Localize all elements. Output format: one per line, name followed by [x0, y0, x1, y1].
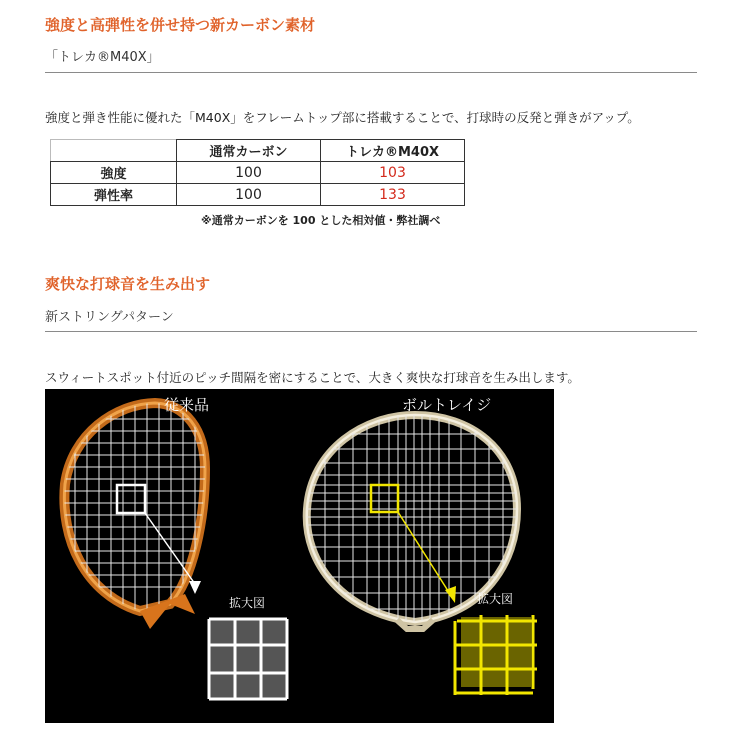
table-row [51, 162, 465, 184]
zoom-label-right: 拡大図 [477, 592, 514, 606]
conventional-label: 従来品 [164, 396, 210, 414]
table-row [51, 184, 465, 206]
spec-table [50, 139, 465, 206]
spec-table-header [51, 140, 465, 162]
elasticity-m40x-value: 133 [321, 184, 465, 206]
spec-table-corner [51, 140, 177, 162]
voltrage-label: ボルトレイジ [402, 396, 492, 414]
section2-description: スウィートスポット付近のピッチ間隔を密にすることで、大きく爽快な打球音を生み出します。 [45, 370, 580, 385]
section2-heading: 爽快な打球音を生み出す [45, 275, 211, 293]
section1-subtitle: 「トレカ®M40X」 [45, 50, 160, 65]
spec-col-m40x: トレカ®M40X [321, 140, 465, 162]
strength-m40x-value: 103 [321, 162, 465, 184]
row-label-strength: 強度 [51, 162, 177, 184]
conventional-racket [45, 389, 225, 629]
section1-heading: 強度と高弾性を併せ持つ新カーボン素材 [45, 16, 316, 34]
section2-subtitle: 新ストリングパターン [45, 310, 174, 325]
voltrage-zoom-grid [455, 615, 537, 695]
section1-description: 強度と弾き性能に優れた「M40X」をフレームトップ部に搭載することで、打球時の反発と弾きがアップ。 [45, 110, 640, 125]
racket-comparison-illustration [45, 389, 554, 723]
elasticity-normal-value: 100 [177, 184, 321, 206]
zoom-label-left: 拡大図 [229, 596, 266, 610]
section1-divider [45, 72, 697, 73]
string-pattern-figure [45, 389, 554, 723]
table-footnote: ※通常カーボンを 100 とした相対値・弊社調べ [201, 214, 441, 227]
spec-col-normal: 通常カーボン [177, 140, 321, 162]
section2-divider [45, 331, 697, 332]
strength-normal-value: 100 [177, 162, 321, 184]
conventional-zoom-grid [209, 619, 287, 699]
row-label-elasticity: 弾性率 [51, 184, 177, 206]
